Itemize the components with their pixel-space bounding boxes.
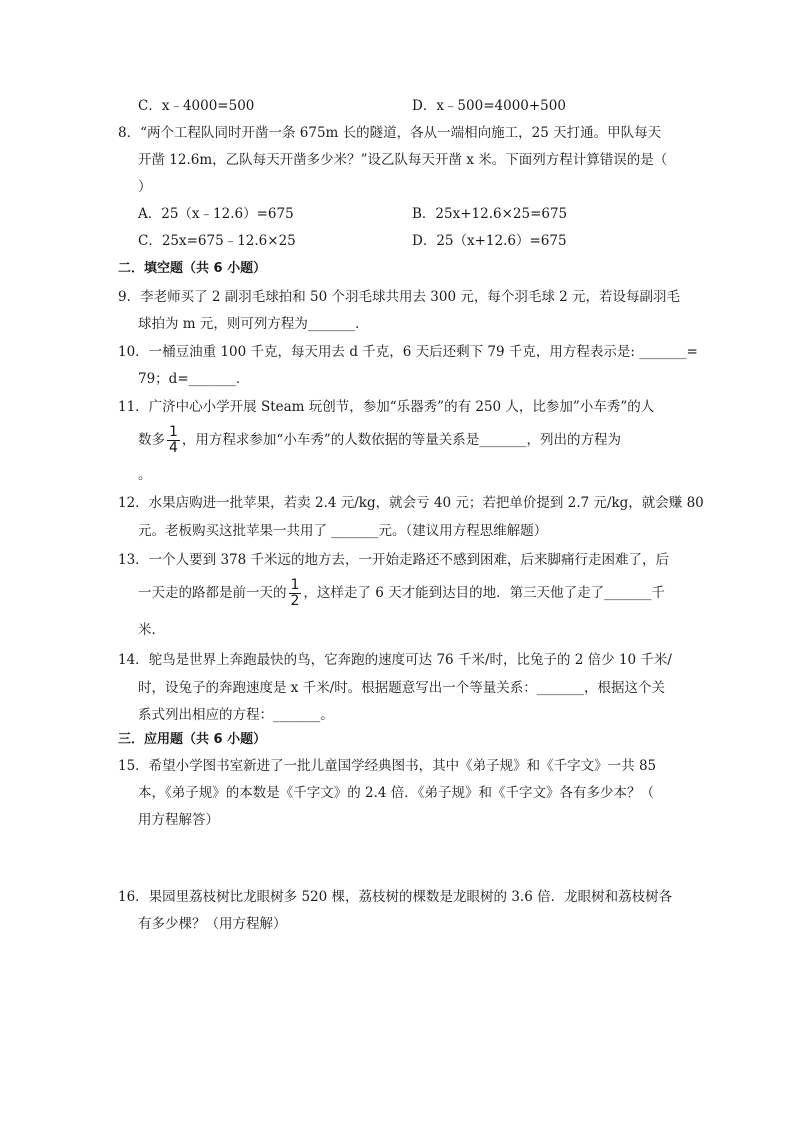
q9-line-1: 9．李老师买了 2 副羽毛球拍和 50 个羽毛球共用去 300 元，每个羽毛球 2 元，若设每副羽毛 (118, 289, 681, 305)
q14-line-1: 14．鸵鸟是世界上奔跑最快的鸟，它奔跑的速度可达 76 千米/时，比兔子的 2 倍少 10 千米/ (118, 652, 672, 668)
q14-line-2: 时，设兔子的奔跑速度是 x 千米/时。根据题意写出一个等量关系：_______，根据这个关 (138, 680, 665, 696)
q13-line-3: 米． (138, 622, 165, 638)
q12-line-1: 12．水果店购进一批苹果，若卖 2.4 元/kg，就会亏 40 元；若把单价提到 2.7 元/kg，就会赚 80 (118, 495, 704, 511)
q15-line-2: 本，《弟子规》的本数是《千字文》的 2.4 倍．《弟子规》和《千字文》各有多少本？（ (138, 785, 655, 801)
fraction-one-quarter (167, 425, 180, 456)
fraction-numerator: 1 (290, 577, 300, 593)
q15-line-3: 用方程解答） (138, 812, 219, 828)
q16-line-2: 有多少棵？（用方程解） (138, 916, 287, 932)
fraction-denominator: 4 (169, 440, 178, 456)
q14-line-3: 系式列出相应的方程：_______。 (138, 707, 334, 723)
q9-line-2: 球拍为 m 元，则可列方程为_______． (138, 316, 369, 332)
q7-option-c: C．x﹣4000=500 (138, 98, 255, 114)
q13-line-1: 13．一个人要到 378 千米远的地方去，一开始走路还不感到困难，后来脚痛行走困难了，后 (118, 552, 670, 568)
q11-text-before-fraction: 数多 (138, 432, 165, 448)
q13-text-after-fraction: ，这样走了 6 天才能到达目的地．第三天他了走了_______千 (303, 585, 665, 601)
section-fill-in-title: 二．填空题（共 6 小题） (118, 261, 267, 276)
q13-line-2 (138, 575, 665, 611)
q8-option-a: A．25（x﹣12.6）=675 (138, 206, 294, 222)
q12-line-2: 元。老板购买这批苹果一共用了 _______元。（建议用方程思维解题） (138, 523, 548, 539)
q8-line-1: 8．“两个工程队同时开凿一条 675m 长的隧道，各从一端相向施工，25 天打通。甲队每天 (118, 125, 662, 141)
section-application-title: 三．应用题（共 6 小题） (118, 732, 267, 747)
q13-text-before-fraction: 一天走的路都是前一天的 (138, 585, 287, 601)
q11-text-after-fraction: ，用方程求参加“小车秀”的人数依据的等量关系是_______，列出的方程为 (181, 432, 621, 448)
q11-line-1: 11．广济中心小学开展 Steam 玩创节，参加“乐器秀”的有 250 人，比参加”小车秀”的人 (118, 399, 655, 415)
q11-line-3: 。 (138, 467, 152, 483)
fraction-numerator: 1 (169, 424, 178, 440)
q8-option-d: D．25（x+12.6）=675 (412, 233, 567, 249)
q10-line-2: 79；d=_______． (138, 371, 250, 387)
fraction-one-half (289, 578, 302, 609)
q8-line-3: ） (138, 179, 152, 195)
q10-line-1: 10．一桶豆油重 100 千克，每天用去 d 千克，6 天后还剩下 79 千克，用方程表示是: _______= (118, 344, 698, 360)
q15-line-1: 15．希望小学图书室新进了一批儿童国学经典图书，其中《弟子规》和《千字文》一共 85 (118, 758, 657, 774)
q11-line-2 (138, 422, 621, 458)
q8-option-b: B．25x+12.6×25=675 (412, 206, 568, 222)
q7-option-d: D．x﹣500=4000+500 (412, 98, 566, 114)
q16-line-1: 16．果园里荔枝树比龙眼树多 520 棵，荔枝树的棵数是龙眼树的 3.6 倍．龙眼树和荔枝树各 (118, 889, 673, 905)
fraction-denominator: 2 (290, 593, 300, 609)
q8-line-2: 开凿 12.6m，乙队每天开凿多少米？”设乙队每天开凿 x 米。下面列方程计算错误的是（ (138, 152, 668, 168)
q8-option-c: C．25x=675﹣12.6×25 (138, 233, 296, 249)
